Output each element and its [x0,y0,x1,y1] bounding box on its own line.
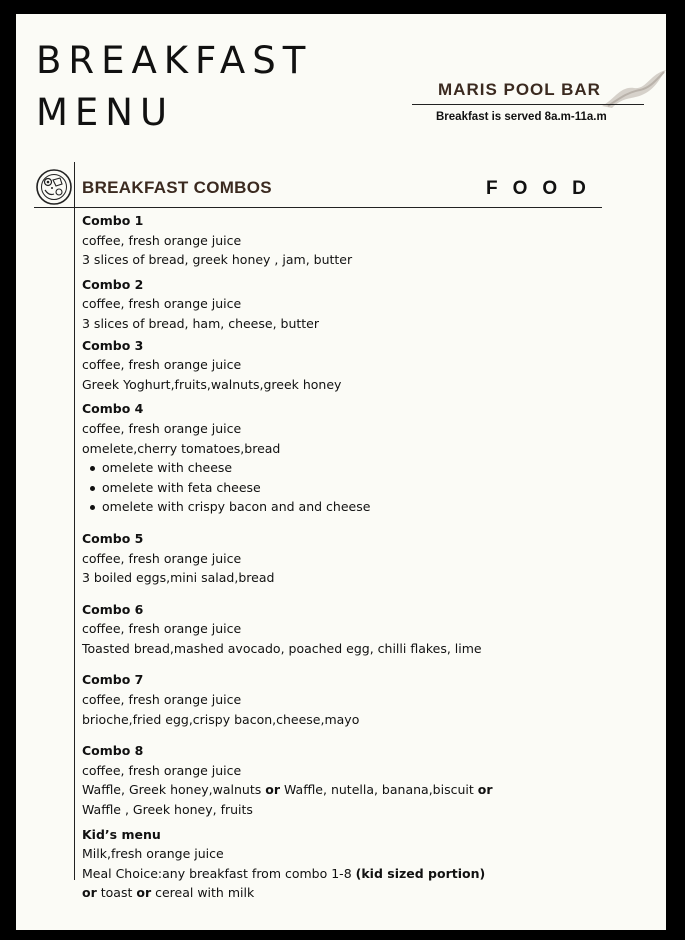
breakfast-plate-icon [35,168,73,206]
combo-food: Greek Yoghurt,fruits,walnuts,greek honey [82,376,342,392]
combo-drinks: coffee, fresh orange juice [82,232,242,248]
combo-food: 3 slices of bread, ham, cheese, butter [82,315,320,331]
combo-list [82,211,642,903]
combo-drinks: coffee, fresh orange juice [82,296,242,312]
or-label: or [265,782,281,798]
combo-name: Combo 3 [82,337,144,353]
combo-name: Combo 1 [82,213,144,228]
kids-alternatives [82,883,642,903]
combo-food: omelete,cherry tomatoes,bread [82,440,281,456]
combo-2 [82,275,642,334]
combo-6 [82,600,642,659]
combo-1 [82,211,642,270]
combo-name: Combo 4 [82,401,144,417]
combo-drinks: coffee, fresh orange juice [82,762,242,778]
alt-toast: toast [100,885,133,901]
combo-drinks: coffee, fresh orange juice [82,621,242,637]
list-item: omelete with cheese [102,458,642,478]
page-title-line1: BREAKFAST [36,39,313,82]
kids-menu-title: Kid’s menu [82,826,161,842]
choice-b: Waffle, nutella, banana,biscuit [284,782,474,798]
combo-8 [82,741,642,819]
combo-name: Combo 2 [82,276,144,292]
meal-choice-text: Meal Choice:any breakfast from combo 1-8 [82,865,352,881]
combo-drinks: coffee, fresh orange juice [82,420,242,436]
combo-food: Toasted bread,mashed avocado, poached egg, chilli flakes, lime [82,640,482,656]
kids-drinks: Milk,fresh orange juice [82,846,224,862]
venue-divider [412,104,644,105]
omelete-options [82,458,642,517]
combo-drinks: coffee, fresh orange juice [82,550,242,566]
combo-food: brioche,fried egg,crispy bacon,cheese,mayo [82,711,360,727]
combo-3 [82,336,642,395]
combo-4 [82,399,642,517]
kids-menu [82,825,642,903]
list-item: omelete with feta cheese [102,478,642,498]
venue-name: MARIS POOL BAR [438,80,601,99]
serving-hours: Breakfast is served 8a.m-11a.m [436,111,607,123]
section-divider [34,207,602,208]
choice-a: Waffle, Greek honey,walnuts [82,782,262,798]
combo-food: 3 slices of bread, greek honey , jam, butter [82,252,353,268]
alt-cereal: cereal with milk [155,885,255,901]
combo-name: Combo 6 [82,601,144,617]
category-label: FOOD [486,178,601,199]
portion-note: (kid sized portion) [355,865,486,881]
combo-food: 3 boiled eggs,mini salad,bread [82,570,275,586]
kids-meal-choice [82,864,642,884]
combo-choices [82,780,642,800]
page-title-line2: MENU [36,91,175,134]
combo-name: Combo 8 [82,743,144,759]
combo-drinks: coffee, fresh orange juice [82,357,242,373]
list-item: omelete with crispy bacon and and cheese [102,497,642,517]
or-label: or [477,782,493,798]
or-label: or [136,885,152,901]
choice-c: Waffle , Greek honey, fruits [82,802,253,818]
combo-name: Combo 7 [82,672,144,688]
combo-5 [82,529,642,588]
combo-drinks: coffee, fresh orange juice [82,692,242,708]
vertical-divider [74,162,75,880]
or-label: or [82,885,97,901]
menu-page [16,14,666,930]
section-title: BREAKFAST COMBOS [82,178,272,197]
combo-7 [82,670,642,729]
combo-name: Combo 5 [82,530,144,546]
